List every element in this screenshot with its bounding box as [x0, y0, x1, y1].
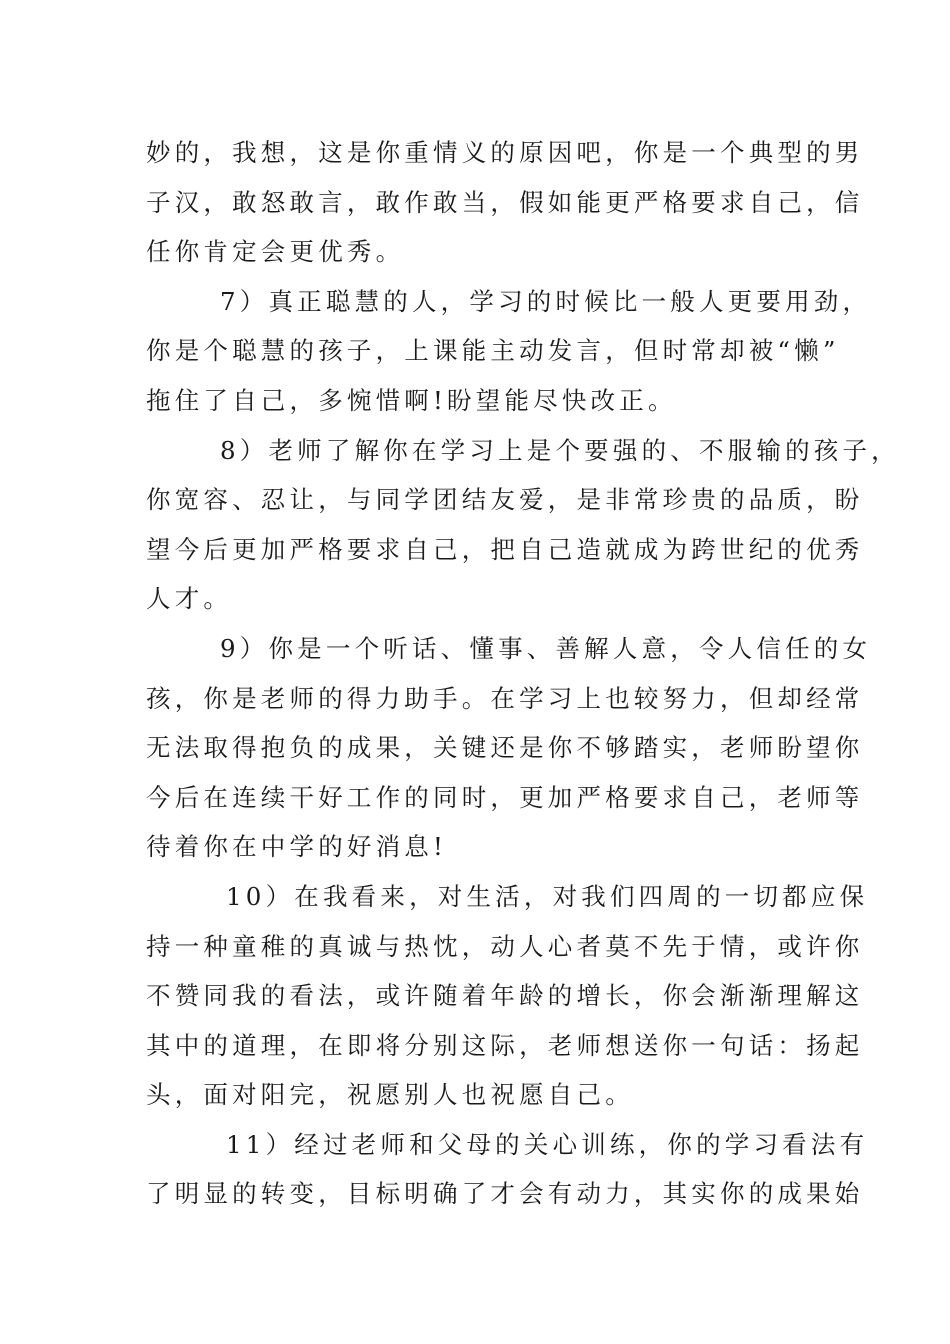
text-line: 任你肯定会更优秀。	[146, 237, 405, 267]
text-line: 待着你在中学的好消息!	[146, 832, 448, 862]
text-line: 今后在连续干好工作的同时，更加严格要求自己，老师等	[146, 782, 864, 812]
text-line: 孩，你是老师的得力助手。在学习上也较努力，但却经常	[146, 683, 864, 713]
paragraph-8-start: 8）老师了解你在学习上是个要强的、不服输的孩子，	[220, 435, 900, 465]
text-line: 不赞同我的看法，或许随着年龄的增长，你会渐渐理解这	[146, 981, 864, 1011]
text-line: 望今后更加严格要求自己，把自己造就成为跨世纪的优秀	[146, 534, 864, 564]
paragraph-11-start: 11）经过老师和父母的关心训练，你的学习看法有	[226, 1129, 869, 1159]
text-line: 了明显的转变，目标明确了才会有动力，其实你的成果始	[146, 1179, 864, 1209]
paragraph-10-start: 10）在我看来，对生活，对我们四周的一切都应保	[226, 881, 869, 911]
text-line: 拖住了自己，多惋惜啊!盼望能尽快改正。	[146, 385, 677, 415]
text-line: 持一种童稚的真诚与热忱，动人心者莫不先于情，或许你	[146, 931, 864, 961]
paragraph-9-start: 9）你是一个听话、懂事、善解人意，令人信任的女	[220, 633, 872, 663]
text-line: 妙的，我想，这是你重情义的原因吧，你是一个典型的男	[146, 138, 864, 167]
text-line: 人才。	[146, 584, 233, 614]
text-line: 子汉，敢怒敢言，敢作敢当，假如能更严格要求自己，信	[146, 187, 864, 217]
text-line: 你宽容、忍让，与同学团结友爱，是非常珍贵的品质，盼	[146, 485, 864, 515]
document-body	[146, 128, 900, 1219]
paragraph-7-start: 7）真正聪慧的人，学习的时候比一般人更要用劲，	[220, 286, 872, 316]
text-line: 无法取得抱负的成果，关键还是你不够踏实，老师盼望你	[146, 733, 864, 763]
text-line: 你是个聪慧的孩子，上课能主动发言，但时常却被“懒”	[146, 336, 840, 366]
text-line: 头，面对阳完，祝愿别人也祝愿自己。	[146, 1080, 634, 1110]
text-line: 其中的道理，在即将分别这际，老师想送你一句话：扬起	[146, 1030, 864, 1060]
